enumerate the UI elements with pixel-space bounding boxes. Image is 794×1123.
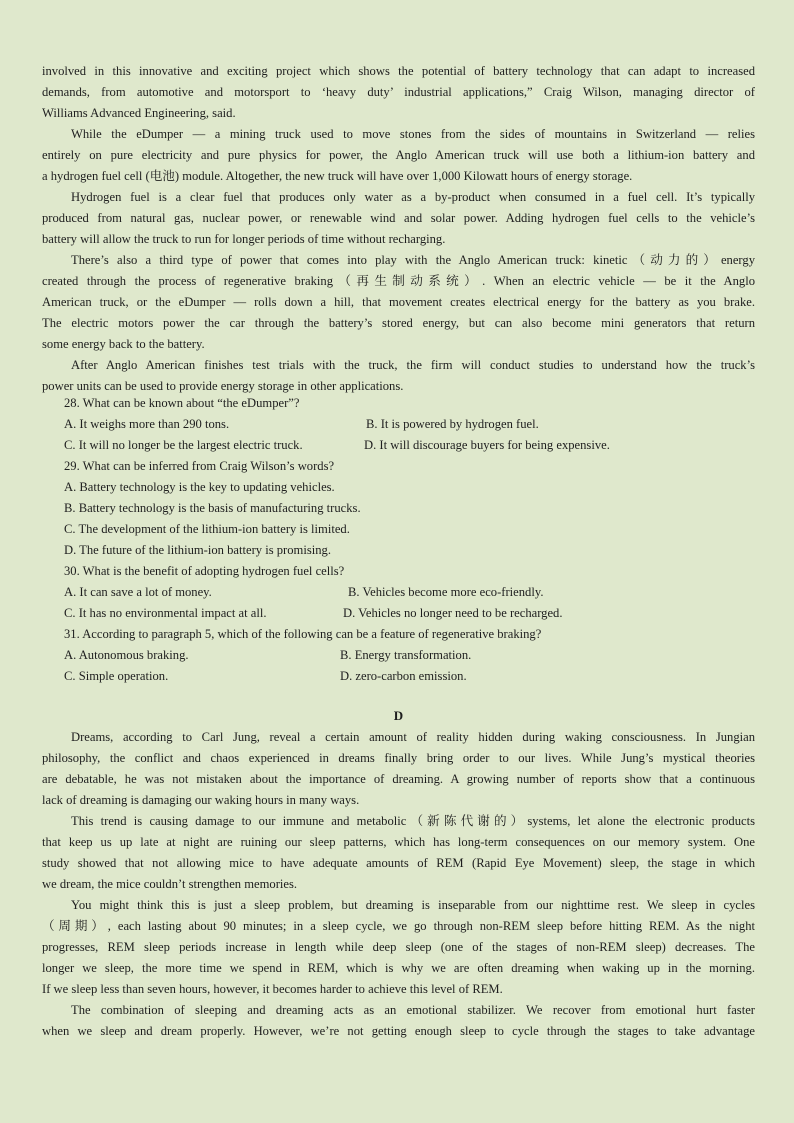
section-heading: D (393, 708, 404, 723)
passage-d-line: longer we sleep, the more time we spend in REM, which is why we are often dreaming when waking up in the morning. (42, 961, 755, 975)
passage-c-line: involved in this innovative and exciting project which shows the potential of battery technology that can adapt to increased (42, 64, 755, 78)
answer-option[interactable]: C. The development of the lithium-ion battery is limited. (64, 522, 350, 536)
answer-option[interactable]: C. It will no longer be the largest electric truck. (64, 438, 303, 452)
answer-option[interactable]: C. Simple operation. (64, 669, 169, 683)
passage-c-line: After Anglo American finishes test trials with the truck, the firm will conduct studies to understand how the truck’s (71, 358, 755, 372)
answer-option[interactable]: D. The future of the lithium-ion battery is promising. (64, 543, 331, 557)
passage-d-line: lack of dreaming is damaging our waking hours in many ways. (42, 793, 360, 807)
passage-d-line: progresses, REM sleep periods increase in length while deep sleep (one of the stages of non-REM sleep) decreases. The (42, 940, 755, 954)
answer-option[interactable]: B. Energy transformation. (340, 648, 472, 662)
passage-c-line: Hydrogen fuel is a clear fuel that produces only water as a by-product when consumed in a fuel cell. It’s typically (71, 190, 755, 204)
passage-d-line: Dreams, according to Carl Jung, reveal a certain amount of reality hidden during waking consciousness. In Jungian (71, 730, 755, 744)
passage-d-line: we dream, the mice couldn’t strengthen memories. (42, 877, 298, 891)
answer-option[interactable]: A. It can save a lot of money. (64, 585, 212, 599)
passage-d-line: （周期）, each lasting about 90 minutes; in a sleep cycle, we go through non-REM sleep before hitting REM. As the night (42, 919, 755, 933)
passage-c-line: While the eDumper — a mining truck used to move stones from the sides of mountains in Switzerland — relies (71, 127, 755, 141)
passage-c-line: demands, from automotive and motorsport to ‘heavy duty’ industrial applications,” Craig Wilson, managing director of (42, 85, 755, 99)
passage-d-line: study showed that not allowing mice to have adequate amounts of REM (Rapid Eye Movement) sleep, the stage in which (42, 856, 755, 870)
question-stem: 30. What is the benefit of adopting hydrogen fuel cells? (64, 564, 345, 578)
passage-d-line: when we sleep and dream properly. However, we’re not getting enough sleep to cycle through the stages to take advantage (42, 1024, 755, 1038)
passage-c-line: Williams Advanced Engineering, said. (42, 106, 236, 120)
passage-d-line: philosophy, the conflict and chaos experienced in dreams finally bring order to our lives. While Jung’s mystical theories (42, 751, 755, 765)
passage-c-line: American truck, or the eDumper — rolls down a hill, that movement creates electrical energy for the battery as you brake. (42, 295, 755, 309)
answer-option[interactable]: C. It has no environmental impact at all. (64, 606, 267, 620)
question-stem: 28. What can be known about “the eDumper”? (64, 396, 300, 410)
passage-c-line: There’s also a third type of power that comes into play with the Anglo American truck: kinetic（动力的）energy (71, 253, 755, 267)
passage-c-line: power units can be used to provide energy storage in other applications. (42, 379, 404, 393)
passage-c-line: a hydrogen fuel cell (电池) module. Altogether, the new truck will have over 1,000 Kilowatt hours of energy storage. (42, 169, 633, 183)
question-stem: 31. According to paragraph 5, which of the following can be a feature of regenerative braking? (64, 627, 542, 641)
passage-c-line: battery will allow the truck to run for longer periods of time without recharging. (42, 232, 446, 246)
passage-c-line: The electric motors power the car through the battery’s stored energy, but can also become mini generators that return (42, 316, 755, 330)
passage-c-line: created through the process of regenerative braking（再生制动系统）. When an electric vehicle — be it the Anglo (42, 274, 755, 288)
passage-d-line: If we sleep less than seven hours, however, it becomes harder to achieve this level of REM. (42, 982, 503, 996)
answer-option[interactable]: A. Battery technology is the key to updating vehicles. (64, 480, 335, 494)
answer-option[interactable]: B. Vehicles become more eco-friendly. (348, 585, 544, 599)
passage-d-line: The combination of sleeping and dreaming acts as an emotional stabilizer. We recover from emotional hurt faster (71, 1003, 755, 1017)
answer-option[interactable]: D. Vehicles no longer need to be recharged. (343, 606, 563, 620)
answer-option[interactable]: A. Autonomous braking. (64, 648, 189, 662)
passage-d-line: that keep us up late at night are ruining our sleep patterns, which has long-term consequences on our memory system. One (42, 835, 755, 849)
answer-option[interactable]: B. It is powered by hydrogen fuel. (366, 417, 539, 431)
passage-c-line: some energy back to the battery. (42, 337, 205, 351)
passage-d-line: You might think this is just a sleep problem, but dreaming is inseparable from our nighttime rest. We sleep in cycles (71, 898, 755, 912)
answer-option[interactable]: B. Battery technology is the basis of manufacturing trucks. (64, 501, 361, 515)
passage-c-line: entirely on pure electricity and pure physics for power, the Anglo American truck will use both a lithium-ion battery and (42, 148, 755, 162)
passage-c-line: produced from natural gas, nuclear power, or renewable wind and solar power. Adding hydrogen fuel cells to the vehicle’s (42, 211, 755, 225)
answer-option[interactable]: D. zero-carbon emission. (340, 669, 467, 683)
answer-option[interactable]: A. It weighs more than 290 tons. (64, 417, 230, 431)
answer-option[interactable]: D. It will discourage buyers for being expensive. (364, 438, 610, 452)
question-stem: 29. What can be inferred from Craig Wilson’s words? (64, 459, 335, 473)
passage-d-line: This trend is causing damage to our immune and metabolic（新陈代谢的）systems, let alone the electronic products (71, 814, 755, 828)
passage-d-line: are debatable, he was not mistaken about the importance of dreaming. A growing number of reports show that a continuous (42, 772, 755, 786)
